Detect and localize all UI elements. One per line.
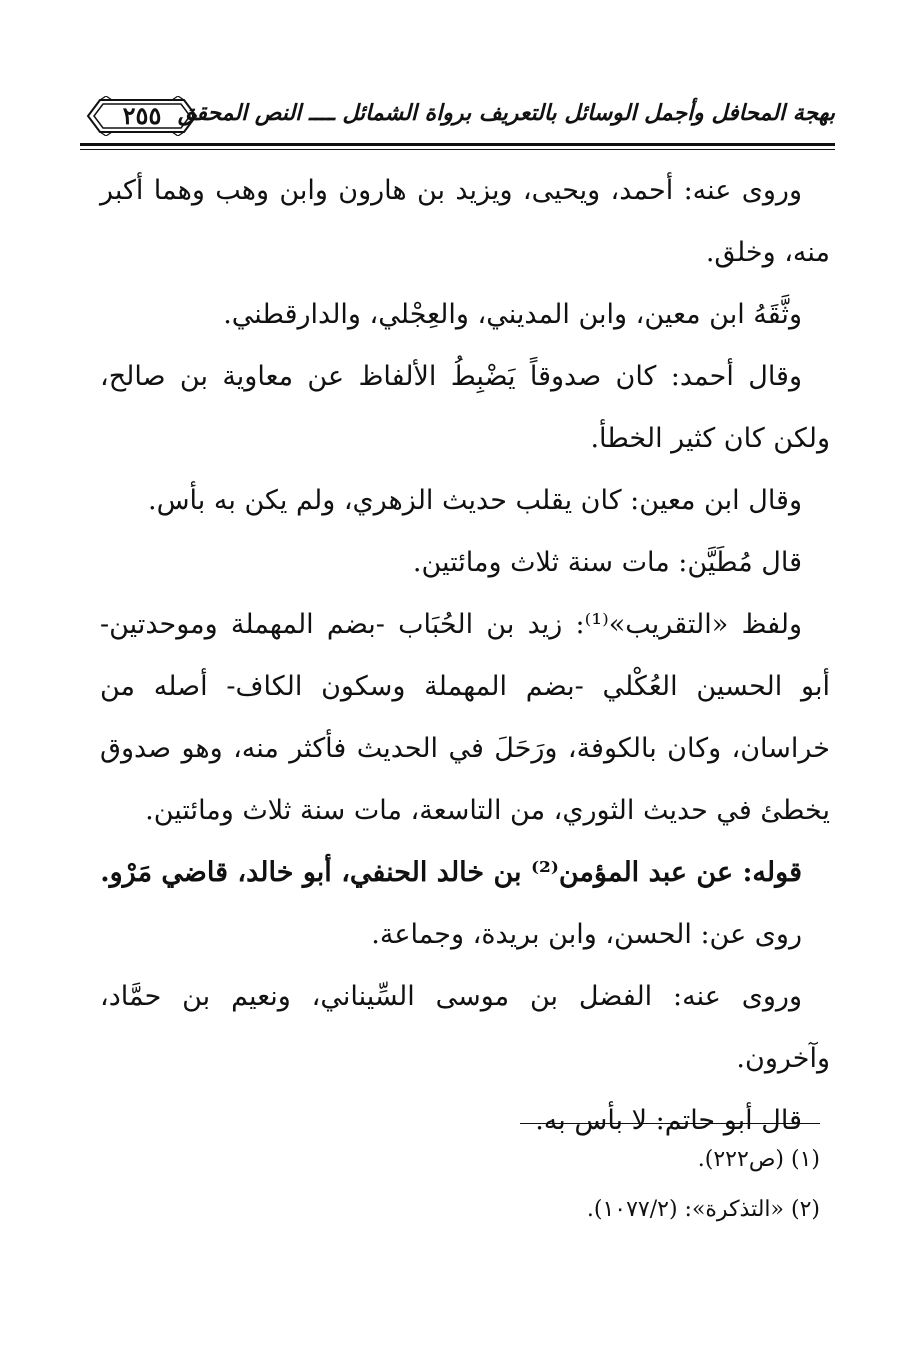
page-number-badge	[86, 96, 198, 136]
paragraph: وقال أحمد: كان صدوقاً يَضْبِطُ الألفاظ عن معاوية بن صالح، ولكن كان كثير الخطأ.	[100, 361, 830, 454]
paragraph: وثَّقَهُ ابن معين، وابن المديني، والعِجْلي، والدارقطني.	[223, 299, 802, 330]
paragraph: وروى عنه: الفضل بن موسى السِّيناني، ونعيم بن حمَّاد، وآخرون.	[100, 981, 830, 1074]
paragraph: وروى عنه: أحمد، ويحيى، ويزيد بن هارون وابن وهب وهما أكبر منه، وخلق.	[100, 175, 830, 268]
footnote-separator	[520, 1123, 820, 1124]
footnote: (٢) «التذكرة»: (١٠٧٧/٢).	[586, 1197, 820, 1222]
header-rule-thin	[80, 149, 835, 150]
header-rule	[80, 143, 835, 146]
page-number: ٢٥٥	[122, 101, 162, 130]
paragraph: قال مُطَيَّن: مات سنة ثلاث ومائتين.	[412, 547, 802, 578]
paragraph: ولفظ «التقريب»⁽¹⁾: زيد بن الحُبَاب -بضم المهملة وموحدتين- أبو الحسين العُكْلي -بضم المهملة وسكون الكاف- أصله من خراسان، وكان بالكوفة، ورَحَلَ في الحديث فأكثر منه، وهو صدوق يخطئ في حديث الثوري، من التاسعة، مات سنة ثلاث ومائتين.	[100, 609, 830, 826]
paragraph: وقال ابن معين: كان يقلب حديث الزهري، ولم يكن به بأس.	[148, 485, 802, 516]
entry-heading: قوله: عن عبد المؤمن⁽²⁾ بن خالد الحنفي، أبو خالد، قاضي مَرْو.	[100, 857, 802, 888]
footnote: (١) (ص٢٢٢).	[697, 1147, 820, 1172]
footnotes	[120, 1135, 820, 1235]
running-title: بهجة المحافل وأجمل الوسائل بالتعريف برواة الشمائل ــــ النص المحقق	[177, 100, 835, 126]
paragraph: روى عن: الحسن، وابن بريدة، وجماعة.	[371, 919, 802, 950]
paragraph: قال أبو حاتم: لا بأس به.	[535, 1105, 802, 1136]
main-text	[100, 160, 830, 1152]
